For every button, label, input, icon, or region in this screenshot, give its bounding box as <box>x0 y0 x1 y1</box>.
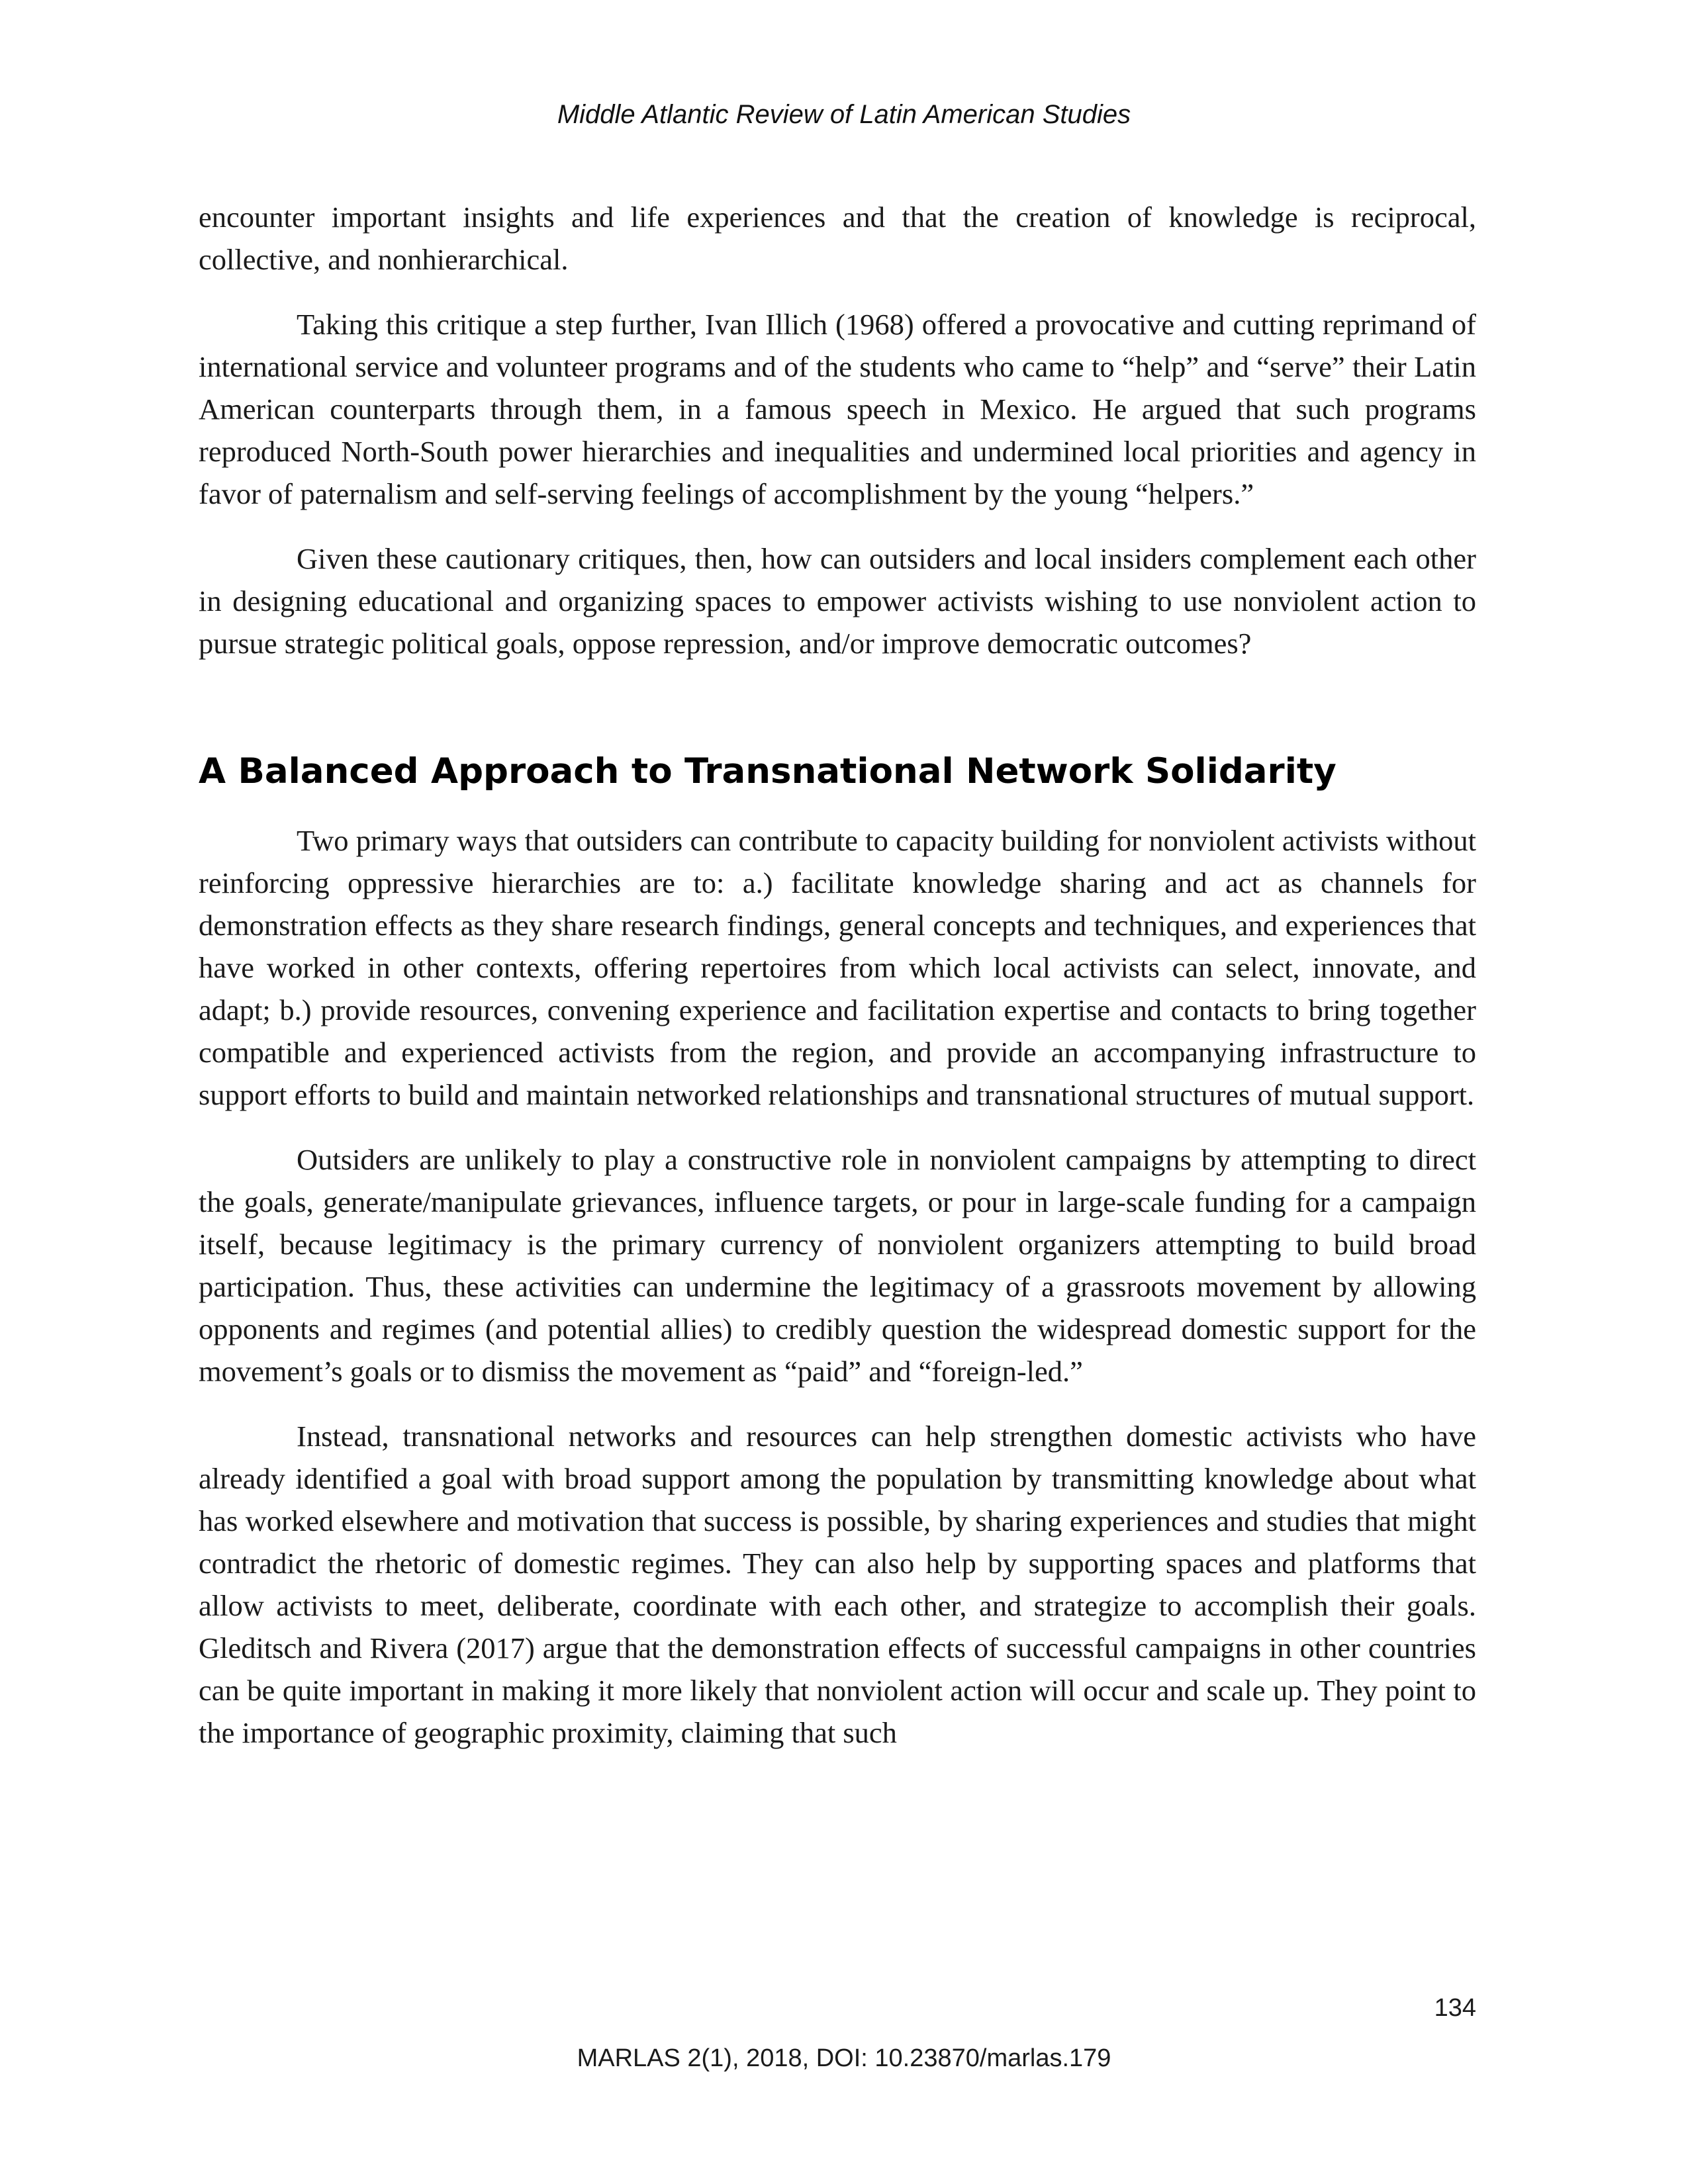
body-paragraph: Two primary ways that outsiders can contribute to capacity building for nonviolent activists without reinforcing oppressive hierarchies are to: a.) facilitate knowledge sharing and act as channels for demonstration effects as they share research findings, general concepts and techniques, and experiences that have worked in other contexts, offering repertoires from which local activists can select, innovate, and adapt; b.) provide resources, convening experience and facilitation expertise and contacts to bring together compatible and experienced activists from the region, and provide an accompanying infrastructure to support efforts to build and maintain networked relationships and transnational structures of mutual support. <box>199 824 1476 1111</box>
page-number: 134 <box>1434 1994 1476 2022</box>
article-body <box>199 196 1476 1776</box>
body-paragraph: Instead, transnational networks and resources can help strengthen domestic activists who have already identified a goal with broad support among the population by transmitting knowledge about what has worked elsewhere and motivation that success is possible, by sharing experiences and studies that might contradict the rhetoric of domestic regimes. They can also help by supporting spaces and platforms that allow activists to meet, deliberate, coordinate with each other, and strategize to accomplish their goals. Gleditsch and Rivera (2017) argue that the demonstration effects of successful campaigns in other countries can be quite important in making it more likely that nonviolent action will occur and scale up. They point to the importance of geographic proximity, claiming that such <box>199 1420 1476 1749</box>
body-paragraph: Given these cautionary critiques, then, how can outsiders and local insiders complement each other in designing educational and organizing spaces to empower activists wishing to use nonviolent action to pursue strategic political goals, oppose repression, and/or improve democratic outcomes? <box>199 542 1476 660</box>
section-heading: A Balanced Approach to Transnational Network Solidarity <box>199 751 1336 792</box>
body-paragraph: Taking this critique a step further, Ivan Illich (1968) offered a provocative and cutting reprimand of international service and volunteer programs and of the students who came to “help” and “serve” their Latin American counterparts through them, in a famous speech in Mexico. He argued that such programs reproduced North-South power hierarchies and inequalities and undermined local priorities and agency in favor of paternalism and self-serving feelings of accomplishment by the young “helpers.” <box>199 308 1476 510</box>
footer-citation: MARLAS 2(1), 2018, DOI: 10.23870/marlas.179 <box>577 2044 1111 2072</box>
body-paragraph: encounter important insights and life experiences and that the creation of knowledge is reciprocal, collective, and nonhierarchical. <box>199 201 1476 276</box>
running-header: Middle Atlantic Review of Latin American Studies <box>557 100 1131 129</box>
body-paragraph: Outsiders are unlikely to play a constructive role in nonviolent campaigns by attempting to direct the goals, generate/manipulate grievances, influence targets, or pour in large-scale funding for a campaign itself, because legitimacy is the primary currency of nonviolent organizers attempting to build broad participation. Thus, these activities can undermine the legitimacy of a grassroots movement by allowing opponents and regimes (and potential allies) to credibly question the widespread domestic support for the movement’s goals or to dismiss the movement as “paid” and “foreign-led.” <box>199 1143 1476 1388</box>
